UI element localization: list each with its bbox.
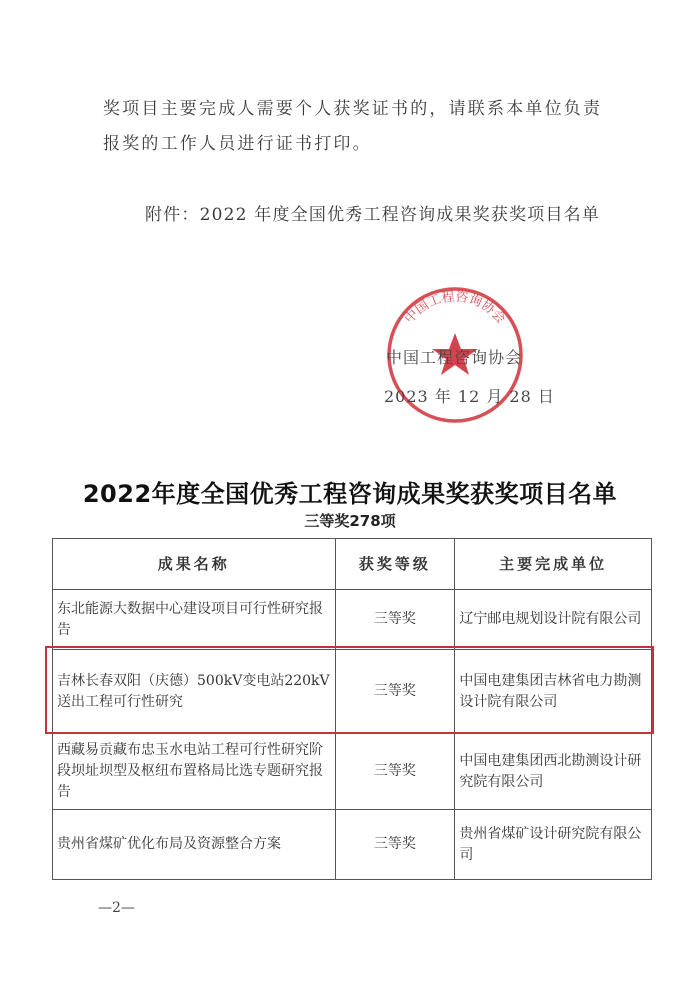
cell-unit: 中国电建集团西北勘测设计研究院有限公司 — [455, 734, 652, 810]
svg-text:中国工程咨询协会 — [401, 290, 508, 327]
header-level: 获奖等级 — [335, 539, 455, 590]
highlight-box — [45, 646, 654, 734]
table-row — [53, 734, 652, 810]
cell-unit: 辽宁邮电规划设计院有限公司 — [455, 590, 652, 650]
cell-unit: 中国电建集团吉林省电力勘测设计院有限公司 — [455, 650, 652, 734]
cell-level: 三等奖 — [335, 810, 455, 880]
cell-name: 西藏易贡藏布忠玉水电站工程可行性研究阶段坝址坝型及枢纽布置格局比选专题研究报告 — [53, 734, 336, 810]
signature-org: 中国工程咨询协会 — [386, 348, 523, 367]
cell-level: 三等奖 — [335, 590, 455, 650]
list-subtitle: 三等奖278项 — [304, 512, 396, 530]
body-text-line-2: 报奖的工作人员进行证书打印。 — [103, 134, 372, 154]
signature-date: 2023 年 12 月 28 日 — [384, 387, 555, 406]
cell-name: 贵州省煤矿优化布局及资源整合方案 — [53, 810, 336, 880]
table-row — [53, 590, 652, 650]
page-number: —2— — [98, 900, 135, 916]
cell-level: 三等奖 — [335, 734, 455, 810]
attachment-note: 附件：2022 年度全国优秀工程咨询成果奖获奖项目名单 — [145, 205, 601, 225]
table-header-row — [53, 539, 652, 590]
seal-text: 中国工程咨询协会 — [401, 289, 509, 327]
header-name: 成果名称 — [53, 539, 336, 590]
cell-unit: 贵州省煤矿设计研究院有限公司 — [455, 810, 652, 880]
header-unit: 主要完成单位 — [455, 539, 652, 590]
cell-name: 东北能源大数据中心建设项目可行性研究报告 — [53, 590, 336, 650]
list-title: 2022年度全国优秀工程咨询成果奖获奖项目名单 — [82, 480, 618, 508]
cell-name: 吉林长春双阳（庆德）500kV变电站220kV送出工程可行性研究 — [53, 650, 336, 734]
table-row — [53, 810, 652, 880]
cell-level: 三等奖 — [335, 650, 455, 734]
body-text-line-1: 奖项目主要完成人需要个人获奖证书的，请联系本单位负责 — [103, 99, 603, 119]
